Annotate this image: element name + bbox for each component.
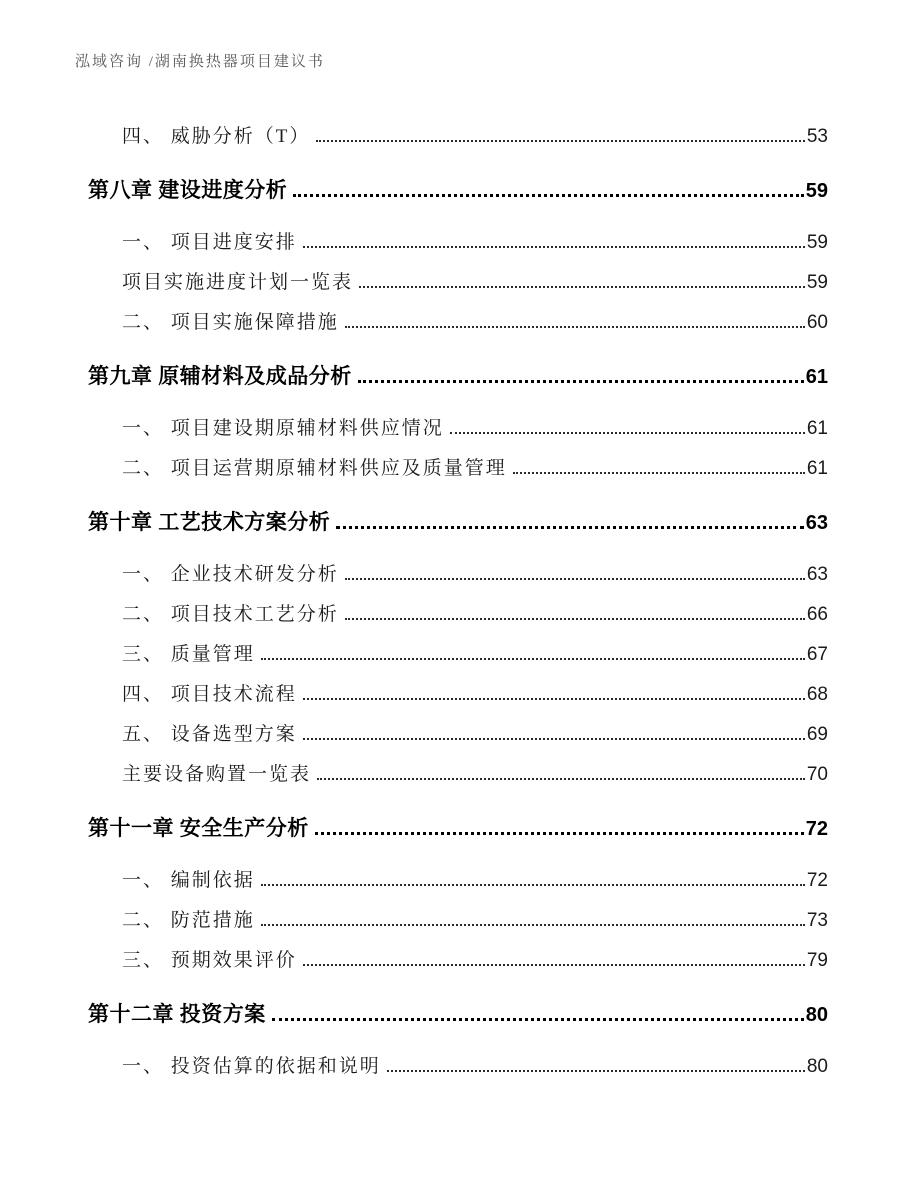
toc-entry-page: 63 bbox=[805, 512, 828, 534]
toc-entry[interactable] bbox=[122, 861, 828, 901]
toc-entry-page: 59 bbox=[806, 272, 828, 293]
toc-entry-page: 79 bbox=[806, 950, 828, 971]
dot-leader bbox=[317, 778, 805, 780]
dot-leader bbox=[345, 618, 805, 620]
toc-entry-page: 61 bbox=[806, 458, 828, 479]
toc-entry-page: 70 bbox=[806, 764, 828, 785]
toc-entry-label: 项目实施进度计划一览表 bbox=[122, 272, 354, 293]
toc-entry-page: 80 bbox=[805, 1004, 828, 1026]
dot-leader bbox=[345, 326, 805, 328]
dot-leader bbox=[293, 194, 804, 197]
toc-entry-page: 80 bbox=[806, 1056, 828, 1077]
toc-entry[interactable] bbox=[122, 715, 828, 755]
dot-leader bbox=[303, 964, 805, 966]
toc-entry-label: 二、 项目实施保障措施 bbox=[122, 312, 339, 333]
toc-entry[interactable] bbox=[88, 356, 828, 397]
toc-entry-label: 一、 企业技术研发分析 bbox=[122, 564, 339, 585]
toc-entry-label: 一、 项目进度安排 bbox=[122, 232, 297, 253]
toc-entry-page: 72 bbox=[805, 818, 828, 840]
page-header: 泓域咨询 /湖南换热器项目建议书 bbox=[75, 54, 325, 70]
toc-entry-label: 第十章 工艺技术方案分析 bbox=[88, 510, 331, 534]
toc-entry[interactable] bbox=[88, 808, 828, 849]
dot-leader bbox=[358, 380, 804, 383]
toc-entry-label: 第九章 原辅材料及成品分析 bbox=[88, 364, 352, 388]
dot-leader bbox=[513, 472, 805, 474]
toc-entry-page: 72 bbox=[806, 870, 828, 891]
table-of-contents bbox=[88, 117, 828, 1087]
dot-leader bbox=[450, 432, 805, 434]
toc-entry-label: 二、 防范措施 bbox=[122, 910, 255, 931]
toc-entry[interactable] bbox=[88, 170, 828, 211]
toc-entry[interactable] bbox=[122, 595, 828, 635]
toc-entry[interactable] bbox=[122, 303, 828, 343]
toc-entry-label: 第十二章 投资方案 bbox=[88, 1002, 266, 1026]
toc-entry-label: 主要设备购置一览表 bbox=[122, 764, 312, 785]
toc-entry-page: 68 bbox=[806, 684, 828, 705]
toc-entry[interactable] bbox=[122, 409, 828, 449]
dot-leader bbox=[387, 1070, 805, 1072]
dot-leader bbox=[315, 832, 804, 835]
toc-entry-page: 60 bbox=[806, 312, 828, 333]
dot-leader bbox=[261, 924, 805, 926]
toc-entry-page: 66 bbox=[806, 604, 828, 625]
toc-entry-page: 53 bbox=[806, 126, 828, 147]
toc-entry-label: 二、 项目技术工艺分析 bbox=[122, 604, 339, 625]
toc-entry-page: 59 bbox=[806, 232, 828, 253]
toc-entry[interactable] bbox=[122, 941, 828, 981]
toc-entry[interactable] bbox=[122, 901, 828, 941]
toc-entry[interactable] bbox=[88, 502, 828, 543]
toc-entry-label: 五、 设备选型方案 bbox=[122, 724, 297, 745]
dot-leader bbox=[261, 658, 805, 660]
dot-leader bbox=[336, 526, 804, 529]
toc-entry-label: 三、 质量管理 bbox=[122, 644, 255, 665]
toc-entry[interactable] bbox=[122, 675, 828, 715]
dot-leader bbox=[261, 884, 805, 886]
toc-entry[interactable] bbox=[122, 635, 828, 675]
toc-entry[interactable] bbox=[122, 117, 828, 157]
dot-leader bbox=[359, 286, 805, 288]
toc-entry-label: 一、 投资估算的依据和说明 bbox=[122, 1056, 381, 1077]
toc-entry-label: 第八章 建设进度分析 bbox=[88, 178, 288, 202]
toc-entry[interactable] bbox=[122, 555, 828, 595]
dot-leader bbox=[345, 578, 805, 580]
toc-entry[interactable] bbox=[122, 449, 828, 489]
toc-entry-page: 61 bbox=[806, 418, 828, 439]
toc-entry[interactable] bbox=[122, 755, 828, 795]
toc-entry-label: 一、 编制依据 bbox=[122, 870, 255, 891]
toc-entry-page: 73 bbox=[806, 910, 828, 931]
dot-leader bbox=[303, 738, 805, 740]
dot-leader bbox=[272, 1018, 804, 1021]
toc-entry[interactable] bbox=[88, 994, 828, 1035]
toc-entry-label: 第十一章 安全生产分析 bbox=[88, 816, 309, 840]
toc-entry-page: 59 bbox=[805, 180, 828, 202]
toc-entry-label: 三、 预期效果评价 bbox=[122, 950, 297, 971]
toc-entry[interactable] bbox=[122, 263, 828, 303]
toc-entry-page: 63 bbox=[806, 564, 828, 585]
toc-entry[interactable] bbox=[122, 223, 828, 263]
toc-entry-page: 61 bbox=[805, 366, 828, 388]
toc-entry-page: 69 bbox=[806, 724, 828, 745]
dot-leader bbox=[316, 140, 805, 142]
toc-entry-label: 一、 项目建设期原辅材料供应情况 bbox=[122, 418, 444, 439]
dot-leader bbox=[303, 698, 805, 700]
toc-entry-label: 四、 威胁分析（T） bbox=[122, 126, 311, 147]
toc-entry-label: 四、 项目技术流程 bbox=[122, 684, 297, 705]
dot-leader bbox=[303, 246, 805, 248]
toc-entry-page: 67 bbox=[806, 644, 828, 665]
toc-entry-label: 二、 项目运营期原辅材料供应及质量管理 bbox=[122, 458, 507, 479]
toc-entry[interactable] bbox=[122, 1047, 828, 1087]
